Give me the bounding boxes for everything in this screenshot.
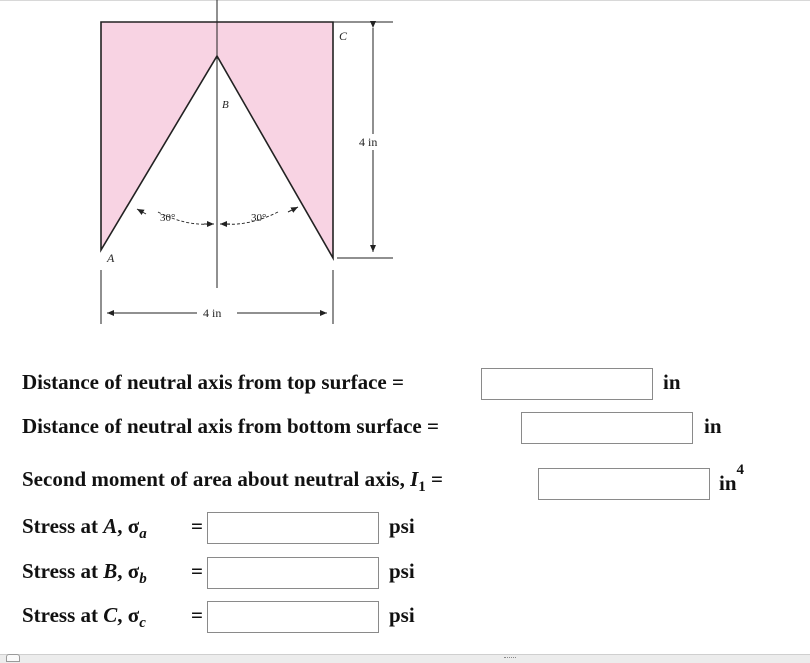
label-c: C bbox=[339, 29, 348, 43]
sigma-subscript: c bbox=[139, 615, 146, 632]
sigma-symbol: , σ bbox=[117, 603, 140, 627]
label-b: B bbox=[222, 99, 229, 111]
height-dimension-label: 4 in bbox=[359, 135, 378, 149]
question-row-bottom-distance bbox=[22, 414, 439, 439]
question-row-stress-a bbox=[22, 514, 147, 543]
sigma-subscript: a bbox=[139, 526, 147, 543]
question-row-stress-b bbox=[22, 559, 147, 588]
resize-grip-icon[interactable] bbox=[504, 657, 516, 660]
width-dimension-label: 4 in bbox=[203, 306, 222, 320]
question-label: Stress at bbox=[22, 603, 104, 627]
stress-a-unit: psi bbox=[389, 514, 415, 538]
angle-arrow-left-a bbox=[137, 209, 146, 214]
stress-a-input[interactable] bbox=[207, 512, 379, 544]
cross-section-figure bbox=[95, 0, 415, 330]
point-symbol: C bbox=[103, 603, 118, 627]
stress-c-unit: psi bbox=[389, 603, 415, 627]
scrollbar-handle[interactable] bbox=[6, 654, 20, 662]
stress-b-unit: psi bbox=[389, 559, 415, 583]
equals-sign: = bbox=[191, 603, 203, 627]
moment-subscript: 1 bbox=[418, 479, 426, 496]
top-distance-unit: in bbox=[663, 370, 681, 394]
sigma-symbol: , σ bbox=[117, 559, 140, 583]
question-row-moment bbox=[22, 467, 443, 496]
question-label: Distance of neutral axis from bottom surface = bbox=[22, 414, 439, 438]
equals-sign: = bbox=[191, 514, 203, 538]
sigma-symbol: , σ bbox=[117, 514, 140, 538]
equals-sign: = bbox=[431, 467, 444, 491]
angle-label-right: 30° bbox=[251, 212, 267, 224]
question-label: Stress at bbox=[22, 559, 104, 583]
label-a: A bbox=[107, 251, 115, 265]
stress-c-input[interactable] bbox=[207, 601, 379, 633]
top-distance-input[interactable] bbox=[481, 368, 653, 400]
bottom-distance-input[interactable] bbox=[521, 412, 693, 444]
question-label: Distance of neutral axis from top surface = bbox=[22, 370, 404, 394]
moment-input[interactable] bbox=[538, 468, 710, 500]
equals-sign: = bbox=[191, 559, 203, 583]
moment-unit-exponent: 4 bbox=[736, 462, 745, 478]
question-label: Second moment of area about neutral axis, bbox=[22, 467, 411, 491]
point-symbol: B bbox=[103, 559, 118, 583]
moment-unit bbox=[719, 462, 745, 496]
question-label: Stress at bbox=[22, 514, 104, 538]
angle-label-left: 30° bbox=[160, 212, 176, 224]
question-row-top-distance bbox=[22, 370, 404, 395]
point-symbol: A bbox=[103, 514, 118, 538]
bottom-distance-unit: in bbox=[704, 414, 722, 438]
moment-symbol: I bbox=[410, 467, 419, 491]
stress-b-input[interactable] bbox=[207, 557, 379, 589]
question-row-stress-c bbox=[22, 603, 146, 632]
sigma-subscript: b bbox=[139, 571, 147, 588]
moment-unit-base: in bbox=[719, 471, 737, 495]
angle-arrow-right-a bbox=[288, 207, 298, 212]
